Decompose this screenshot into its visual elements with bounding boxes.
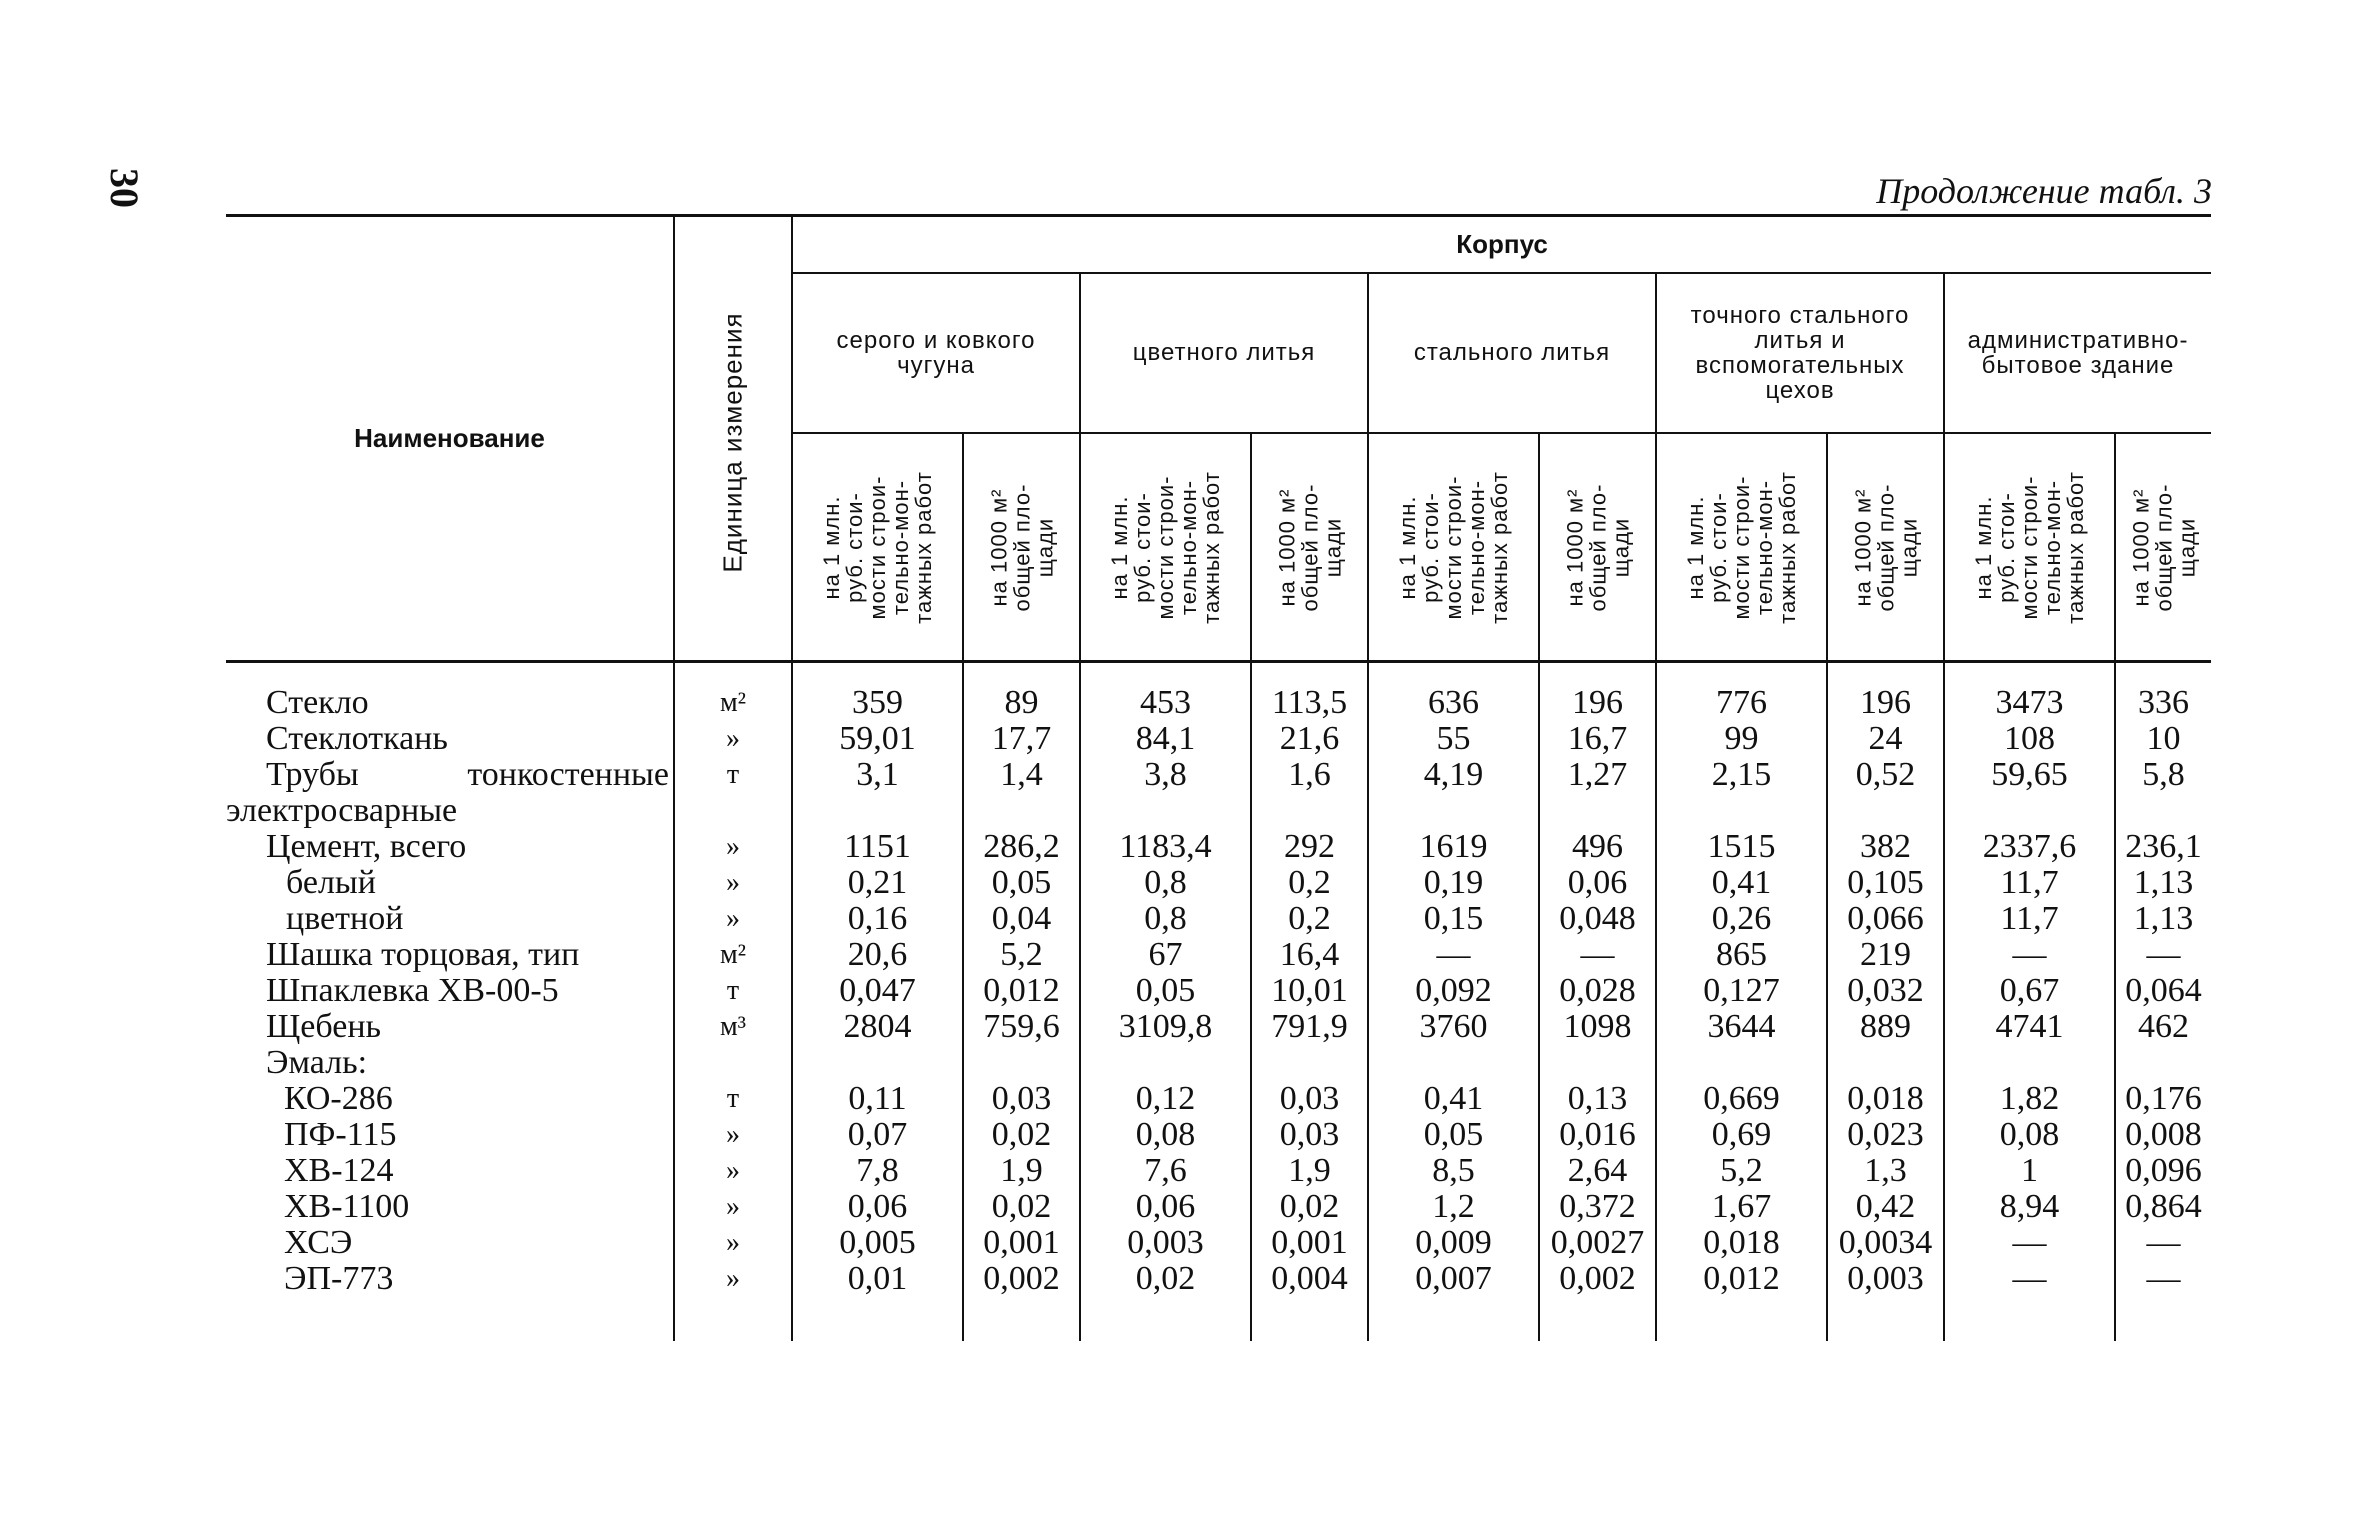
row-value: 0,15 <box>1368 901 1539 937</box>
row-unit: т <box>674 757 792 829</box>
table-row <box>226 937 2211 973</box>
header-sub-per-million-label: на 1 млн. руб. стои- мости строи- тельно-мон- тажных работ <box>1970 470 2088 624</box>
row-value: 0,028 <box>1539 973 1656 1009</box>
row-value: 292 <box>1251 829 1368 865</box>
row-value: 0,005 <box>792 1225 963 1261</box>
row-value: 0,008 <box>2115 1117 2211 1153</box>
row-value: 0,012 <box>963 973 1080 1009</box>
row-value: 0,02 <box>963 1189 1080 1225</box>
row-value: — <box>2115 1261 2211 1297</box>
row-value: 2,64 <box>1539 1153 1656 1189</box>
row-name: Шашка торцовая, тип <box>266 936 580 973</box>
row-value: 67 <box>1080 937 1251 973</box>
table-row <box>226 973 2211 1009</box>
row-value: 7,6 <box>1080 1153 1251 1189</box>
row-value <box>1251 1045 1368 1081</box>
table-row <box>226 1153 2211 1189</box>
row-value: 89 <box>963 685 1080 721</box>
row-value: 4741 <box>1944 1009 2115 1045</box>
row-value: 10 <box>2115 721 2211 757</box>
row-value: 196 <box>1827 685 1944 721</box>
table-row <box>226 1189 2211 1225</box>
row-value: 24 <box>1827 721 1944 757</box>
header-sub-per-million <box>1368 433 1539 662</box>
table-row <box>226 1225 2211 1261</box>
table-row <box>226 757 2211 829</box>
row-value: 1,67 <box>1656 1189 1827 1225</box>
row-value: 0,8 <box>1080 901 1251 937</box>
row-value: 0,018 <box>1656 1225 1827 1261</box>
row-value: 0,2 <box>1251 901 1368 937</box>
row-value: 1,9 <box>1251 1153 1368 1189</box>
row-value: 0,012 <box>1656 1261 1827 1297</box>
row-value <box>1080 1045 1251 1081</box>
header-korpus: Корпус <box>792 217 2211 273</box>
row-value: 0,0034 <box>1827 1225 1944 1261</box>
header-group-precision-steel: точного стального литья и вспомогательных цехов <box>1656 273 1944 433</box>
row-value: 7,8 <box>792 1153 963 1189</box>
row-value: 0,004 <box>1251 1261 1368 1297</box>
row-value: 0,372 <box>1539 1189 1656 1225</box>
row-unit: м² <box>674 685 792 721</box>
row-value: 0,864 <box>2115 1189 2211 1225</box>
row-value: 20,6 <box>792 937 963 973</box>
table-row <box>226 1009 2211 1045</box>
row-value: 219 <box>1827 937 1944 973</box>
row-value <box>1656 1045 1827 1081</box>
row-value <box>1539 1045 1656 1081</box>
header-sub-per-million <box>1656 433 1827 662</box>
table-row <box>226 685 2211 721</box>
row-name: Цемент, всего <box>266 828 467 865</box>
row-value: 759,6 <box>963 1009 1080 1045</box>
row-value: 3644 <box>1656 1009 1827 1045</box>
row-value: 0,06 <box>792 1189 963 1225</box>
row-value: 1,13 <box>2115 901 2211 937</box>
row-value: 0,41 <box>1368 1081 1539 1117</box>
header-group-gray-iron: серого и ковкого чугуна <box>792 273 1080 433</box>
row-value: 1,2 <box>1368 1189 1539 1225</box>
row-value: 0,8 <box>1080 865 1251 901</box>
row-value: 889 <box>1827 1009 1944 1045</box>
row-value: 0,05 <box>1368 1117 1539 1153</box>
row-value: — <box>1944 1225 2115 1261</box>
row-value <box>792 1045 963 1081</box>
row-value: 382 <box>1827 829 1944 865</box>
header-sub-per-million-label: на 1 млн. руб. стои- мости строи- тельно-мон- тажных работ <box>1394 470 1512 624</box>
row-unit: » <box>674 721 792 757</box>
row-value: 59,01 <box>792 721 963 757</box>
row-value: 336 <box>2115 685 2211 721</box>
row-value: 453 <box>1080 685 1251 721</box>
row-name: Стеклоткань <box>266 720 448 757</box>
row-value: 1098 <box>1539 1009 1656 1045</box>
row-value: 3,1 <box>792 757 963 829</box>
row-value: 462 <box>2115 1009 2211 1045</box>
materials-table <box>226 217 2211 1341</box>
row-value: 1 <box>1944 1153 2115 1189</box>
row-value: 0,003 <box>1080 1225 1251 1261</box>
row-value: 0,2 <box>1251 865 1368 901</box>
table-row <box>226 721 2211 757</box>
row-value: 21,6 <box>1251 721 1368 757</box>
row-value: 0,06 <box>1080 1189 1251 1225</box>
row-value: 59,65 <box>1944 757 2115 829</box>
row-value: 0,001 <box>963 1225 1080 1261</box>
row-value: 3473 <box>1944 685 2115 721</box>
header-group-nonferrous: цветного литья <box>1080 273 1368 433</box>
header-sub-per-million <box>1080 433 1251 662</box>
row-value: — <box>1539 937 1656 973</box>
table-row <box>226 1045 2211 1081</box>
row-unit: » <box>674 1261 792 1297</box>
row-value: 8,5 <box>1368 1153 1539 1189</box>
row-value: 0,127 <box>1656 973 1827 1009</box>
row-value: 0,13 <box>1539 1081 1656 1117</box>
table-spacer <box>226 662 2211 686</box>
row-value: 0,048 <box>1539 901 1656 937</box>
row-value: 0,26 <box>1656 901 1827 937</box>
row-value: — <box>1944 1261 2115 1297</box>
row-value: 0,105 <box>1827 865 1944 901</box>
header-sub-per-1000m2 <box>1539 433 1656 662</box>
row-value <box>1944 1045 2115 1081</box>
row-name: Щебень <box>266 1008 382 1045</box>
row-value: 359 <box>792 685 963 721</box>
row-value: 0,21 <box>792 865 963 901</box>
row-value: 0,03 <box>963 1081 1080 1117</box>
row-value: 99 <box>1656 721 1827 757</box>
header-sub-per-1000m2 <box>1827 433 1944 662</box>
row-value: 0,52 <box>1827 757 1944 829</box>
row-value: 0,0027 <box>1539 1225 1656 1261</box>
row-value: 0,41 <box>1656 865 1827 901</box>
header-sub-per-million-label: на 1 млн. руб. стои- мости строи- тельно-мон- тажных работ <box>1106 470 1224 624</box>
row-unit: » <box>674 829 792 865</box>
row-value: 1515 <box>1656 829 1827 865</box>
header-unit-label: Единица измерения <box>717 312 748 573</box>
row-value <box>1368 1045 1539 1081</box>
table-row <box>226 1117 2211 1153</box>
row-unit: м³ <box>674 1009 792 1045</box>
row-value: 0,67 <box>1944 973 2115 1009</box>
row-value: 1619 <box>1368 829 1539 865</box>
row-value: 2804 <box>792 1009 963 1045</box>
table-row <box>226 901 2211 937</box>
row-value: 1,27 <box>1539 757 1656 829</box>
row-value: 16,7 <box>1539 721 1656 757</box>
row-value: 0,003 <box>1827 1261 1944 1297</box>
row-value: 0,42 <box>1827 1189 1944 1225</box>
row-value: 11,7 <box>1944 865 2115 901</box>
row-value: 2,15 <box>1656 757 1827 829</box>
row-value: 791,9 <box>1251 1009 1368 1045</box>
row-value: 5,2 <box>963 937 1080 973</box>
row-value: 0,018 <box>1827 1081 1944 1117</box>
row-value: — <box>1368 937 1539 973</box>
row-value: 776 <box>1656 685 1827 721</box>
row-value: 865 <box>1656 937 1827 973</box>
row-unit: » <box>674 1225 792 1261</box>
row-value: 0,047 <box>792 973 963 1009</box>
row-value: 1,6 <box>1251 757 1368 829</box>
row-name: ПФ-115 <box>284 1116 397 1153</box>
row-name: Эмаль: <box>266 1044 368 1081</box>
table-continuation-caption: Продолжение табл. 3 <box>1876 171 2212 211</box>
row-value: 1,82 <box>1944 1081 2115 1117</box>
row-name: КО-286 <box>284 1080 393 1117</box>
row-value: 0,007 <box>1368 1261 1539 1297</box>
row-value: 1183,4 <box>1080 829 1251 865</box>
row-name: ХСЭ <box>284 1224 353 1261</box>
row-value: 0,08 <box>1944 1117 2115 1153</box>
row-value: 17,7 <box>963 721 1080 757</box>
row-value: — <box>2115 1225 2211 1261</box>
row-value: 0,16 <box>792 901 963 937</box>
row-value: 0,08 <box>1080 1117 1251 1153</box>
row-value: 0,02 <box>963 1117 1080 1153</box>
header-sub-per-million <box>1944 433 2115 662</box>
row-unit: т <box>674 973 792 1009</box>
row-value: 0,001 <box>1251 1225 1368 1261</box>
row-value: 0,02 <box>1080 1261 1251 1297</box>
row-value: 2337,6 <box>1944 829 2115 865</box>
row-name: белый <box>286 864 376 901</box>
row-value: 4,19 <box>1368 757 1539 829</box>
header-sub-per-1000m2 <box>963 433 1080 662</box>
row-value: 0,009 <box>1368 1225 1539 1261</box>
row-unit: » <box>674 1153 792 1189</box>
header-sub-per-1000m2 <box>1251 433 1368 662</box>
row-value: 108 <box>1944 721 2115 757</box>
row-value: 496 <box>1539 829 1656 865</box>
row-name: ХВ-124 <box>284 1152 394 1189</box>
row-name: цветной <box>286 900 404 937</box>
row-value: 0,032 <box>1827 973 1944 1009</box>
row-value: 0,19 <box>1368 865 1539 901</box>
row-name: Трубы тонкостенные электросварные <box>226 756 669 829</box>
row-value: 0,02 <box>1251 1189 1368 1225</box>
header-sub-per-million-label: на 1 млн. руб. стои- мости строи- тельно-мон- тажных работ <box>1682 470 1800 624</box>
row-unit: м² <box>674 937 792 973</box>
page-number: 30 <box>102 168 147 208</box>
header-name: Наименование <box>226 217 674 662</box>
row-value: — <box>1944 937 2115 973</box>
header-group-steel: стального литья <box>1368 273 1656 433</box>
row-value: 0,176 <box>2115 1081 2211 1117</box>
row-value: 236,1 <box>2115 829 2211 865</box>
row-value: 0,023 <box>1827 1117 1944 1153</box>
row-value: 0,12 <box>1080 1081 1251 1117</box>
row-value: 0,07 <box>792 1117 963 1153</box>
row-value: 5,8 <box>2115 757 2211 829</box>
row-value: 0,064 <box>2115 973 2211 1009</box>
table-row <box>226 1261 2211 1297</box>
row-value: 3,8 <box>1080 757 1251 829</box>
row-unit: » <box>674 865 792 901</box>
row-value: 113,5 <box>1251 685 1368 721</box>
table-tail <box>226 1297 2211 1341</box>
header-sub-per-1000m2-label: на 1000 м² общей пло- щади <box>986 483 1058 611</box>
row-value: 0,016 <box>1539 1117 1656 1153</box>
row-value: 3109,8 <box>1080 1009 1251 1045</box>
row-value: 3760 <box>1368 1009 1539 1045</box>
row-value: 0,05 <box>1080 973 1251 1009</box>
header-sub-per-1000m2-label: на 1000 м² общей пло- щади <box>1562 483 1634 611</box>
row-value: 0,01 <box>792 1261 963 1297</box>
row-value: 8,94 <box>1944 1189 2115 1225</box>
row-value: 0,03 <box>1251 1117 1368 1153</box>
header-sub-per-million <box>792 433 963 662</box>
row-name: Шпаклевка ХВ-00-5 <box>266 972 559 1009</box>
row-value: 0,11 <box>792 1081 963 1117</box>
row-value: 1,9 <box>963 1153 1080 1189</box>
table-row <box>226 865 2211 901</box>
table-row <box>226 829 2211 865</box>
row-name: Стекло <box>266 684 369 721</box>
row-value: 10,01 <box>1251 973 1368 1009</box>
header-group-admin-building: административно-бытовое здание <box>1944 273 2211 433</box>
row-value: 0,002 <box>963 1261 1080 1297</box>
row-unit: » <box>674 901 792 937</box>
row-value: 286,2 <box>963 829 1080 865</box>
row-value: 636 <box>1368 685 1539 721</box>
row-value: 0,066 <box>1827 901 1944 937</box>
row-unit <box>674 1045 792 1081</box>
row-value: 0,04 <box>963 901 1080 937</box>
row-value: 0,096 <box>2115 1153 2211 1189</box>
table-body <box>226 662 2211 1342</box>
row-value: 0,06 <box>1539 865 1656 901</box>
row-value: 0,05 <box>963 865 1080 901</box>
row-value: 55 <box>1368 721 1539 757</box>
header-sub-per-1000m2 <box>2115 433 2211 662</box>
header-sub-per-1000m2-label: на 1000 м² общей пло- щади <box>1274 483 1346 611</box>
row-value <box>2115 1045 2211 1081</box>
row-value: 1,4 <box>963 757 1080 829</box>
row-value: 11,7 <box>1944 901 2115 937</box>
row-value: 1151 <box>792 829 963 865</box>
row-value: 196 <box>1539 685 1656 721</box>
row-name: ЭП-773 <box>284 1260 394 1297</box>
row-value: 0,002 <box>1539 1261 1656 1297</box>
row-unit: т <box>674 1081 792 1117</box>
row-value: 5,2 <box>1656 1153 1827 1189</box>
row-value: 1,3 <box>1827 1153 1944 1189</box>
row-unit: » <box>674 1117 792 1153</box>
row-value: 0,03 <box>1251 1081 1368 1117</box>
row-value: — <box>2115 937 2211 973</box>
header-sub-per-1000m2-label: на 1000 м² общей пло- щади <box>2128 483 2200 611</box>
row-value: 16,4 <box>1251 937 1368 973</box>
row-name: ХВ-1100 <box>284 1188 410 1225</box>
row-value: 0,092 <box>1368 973 1539 1009</box>
row-value: 0,69 <box>1656 1117 1827 1153</box>
header-unit <box>674 217 792 662</box>
table-row <box>226 1081 2211 1117</box>
row-unit: » <box>674 1189 792 1225</box>
header-sub-per-1000m2-label: на 1000 м² общей пло- щади <box>1850 483 1922 611</box>
row-value <box>1827 1045 1944 1081</box>
row-value: 1,13 <box>2115 865 2211 901</box>
row-value: 0,669 <box>1656 1081 1827 1117</box>
header-sub-per-million-label: на 1 млн. руб. стои- мости строи- тельно-мон- тажных работ <box>818 470 936 624</box>
row-value: 84,1 <box>1080 721 1251 757</box>
row-value <box>963 1045 1080 1081</box>
